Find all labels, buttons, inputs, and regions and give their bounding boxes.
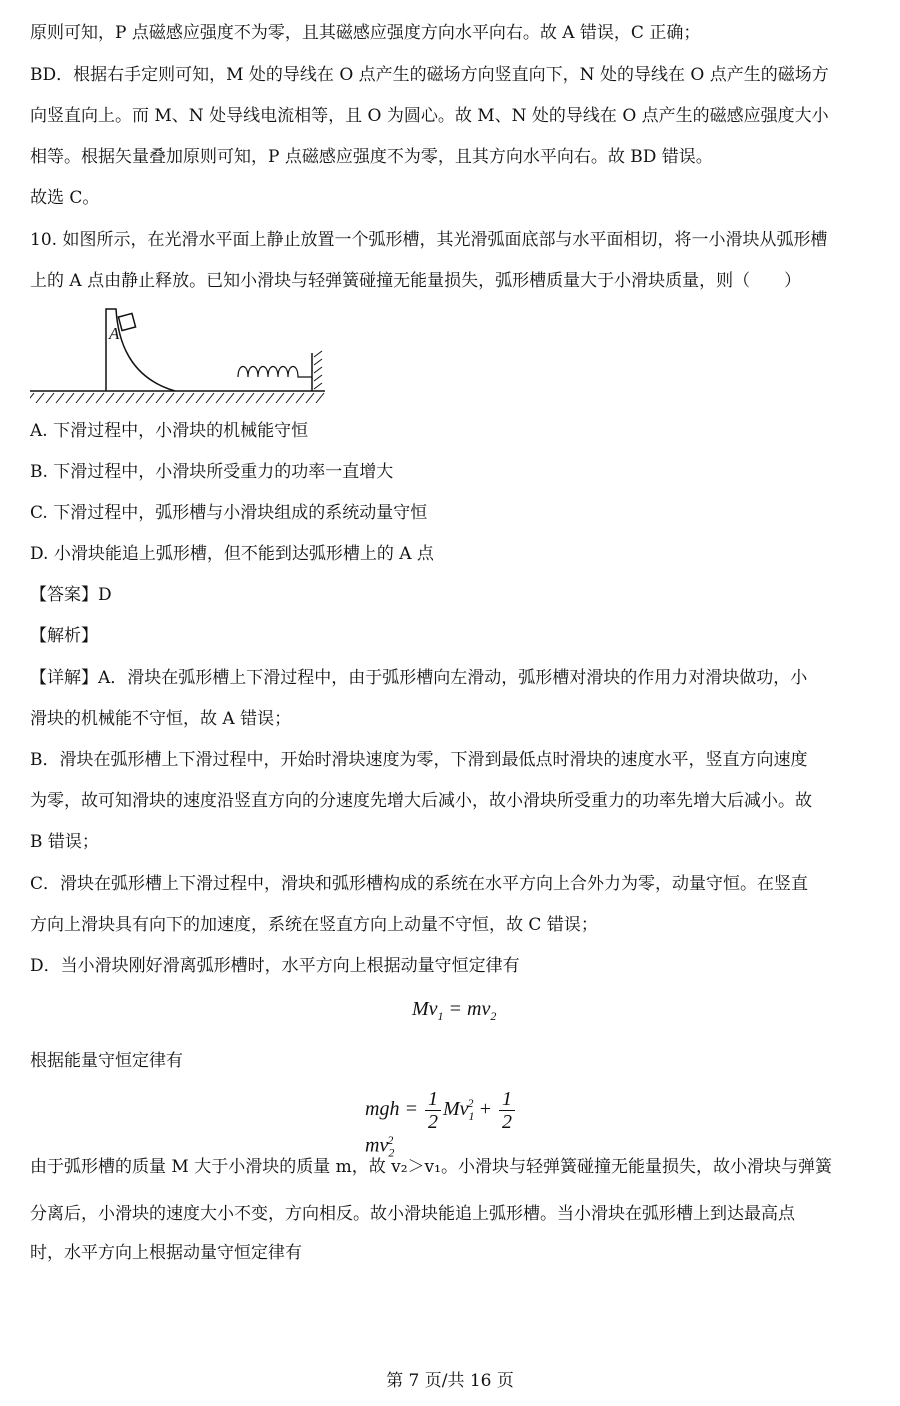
detail-line-4: 为零，故可知滑块的速度沿竖直方向的分速度先增大后减小，故小滑块所受重力的功率先增大后减小。故 (30, 791, 812, 811)
arc-groove (106, 309, 175, 391)
spring (238, 367, 312, 378)
text-line-1: 原则可知，P 点磁感应强度不为零，且其磁感应强度方向水平向右。故 A 错误，C 正确； (30, 23, 701, 43)
equation-momentum: $Mv_1 = mv_2$ (412, 998, 497, 1023)
page-footer: 第 7 页/共 16 页 (386, 1371, 514, 1391)
text-line-3: 向竖直向上。而 M、N 处导线电流相等，且 O 为圆心。故 M、N 处的导线在 O 点产生的磁感应强度大小 (30, 106, 829, 126)
answer: 【答案】D (30, 585, 112, 605)
physics-figure (30, 305, 330, 405)
option-b: B. 下滑过程中，小滑块所受重力的功率一直增大 (30, 462, 394, 482)
energy-intro: 根据能量守恒定律有 (30, 1051, 183, 1071)
question-10-line-2: 上的 A 点由静止释放。已知小滑块与轻弹簧碰撞无能量损失，弧形槽质量大于小滑块质量，则（ ） (30, 271, 802, 291)
option-a: A. 下滑过程中，小滑块的机械能守恒 (30, 421, 309, 441)
question-10-line-1: 10. 如图所示，在光滑水平面上静止放置一个弧形槽，其光滑弧面底部与水平面相切，将一小滑块从弧形槽 (30, 230, 828, 250)
option-c: C. 下滑过程中，弧形槽与小滑块组成的系统动量守恒 (30, 503, 428, 523)
after-line-3: 时，水平方向上根据动量守恒定律有 (30, 1243, 302, 1263)
detail-line-1: 【详解】A．滑块在弧形槽上下滑过程中，由于弧形槽向左滑动，弧形槽对滑块的作用力对滑块做功，小 (30, 668, 808, 688)
equation-energy: mgh = $\frac{1}{2}$ $Mv_1^2$ + $\frac{1}{2}$ $mv_2^2$ (365, 1088, 545, 1161)
text-line-4: 相等。根据矢量叠加原则可知，P 点磁感应强度不为零，且其方向水平向右。故 BD 错误。 (30, 147, 713, 167)
text-line-5: 故选 C。 (30, 188, 100, 208)
slider-block (118, 313, 135, 330)
detail-line-3: B．滑块在弧形槽上下滑过程中，开始时滑块速度为零，下滑到最低点时滑块的速度水平，竖直方向速度 (30, 750, 808, 770)
detail-line-6: C．滑块在弧形槽上下滑过程中，滑块和弧形槽构成的系统在水平方向上合外力为零，动量守恒。在竖直 (30, 874, 809, 894)
after-line-2: 分离后，小滑块的速度大小不变，方向相反。故小滑块能追上弧形槽。当小滑块在弧形槽上到达最高点 (30, 1204, 795, 1224)
detail-line-5: B 错误； (30, 832, 99, 852)
option-d: D. 小滑块能追上弧形槽，但不能到达弧形槽上的 A 点 (30, 544, 434, 564)
detail-line-2: 滑块的机械能不守恒，故 A 错误； (30, 709, 292, 729)
point-a-label: A (109, 324, 120, 343)
text-line-2: BD．根据右手定则可知，M 处的导线在 O 点产生的磁场方向竖直向下，N 处的导线在 O 点产生的磁场方 (30, 65, 829, 85)
detail-line-7: 方向上滑块具有向下的加速度，系统在竖直方向上动量不守恒，故 C 错误； (30, 915, 598, 935)
analysis-header: 【解析】 (30, 626, 98, 646)
detail-line-8: D．当小滑块刚好滑离弧形槽时，水平方向上根据动量守恒定律有 (30, 956, 520, 976)
after-line-1: 由于弧形槽的质量 M 大于小滑块的质量 m，故 v₂＞v₁。小滑块与轻弹簧碰撞无能量损失，故小滑块与弹簧 (30, 1157, 832, 1177)
